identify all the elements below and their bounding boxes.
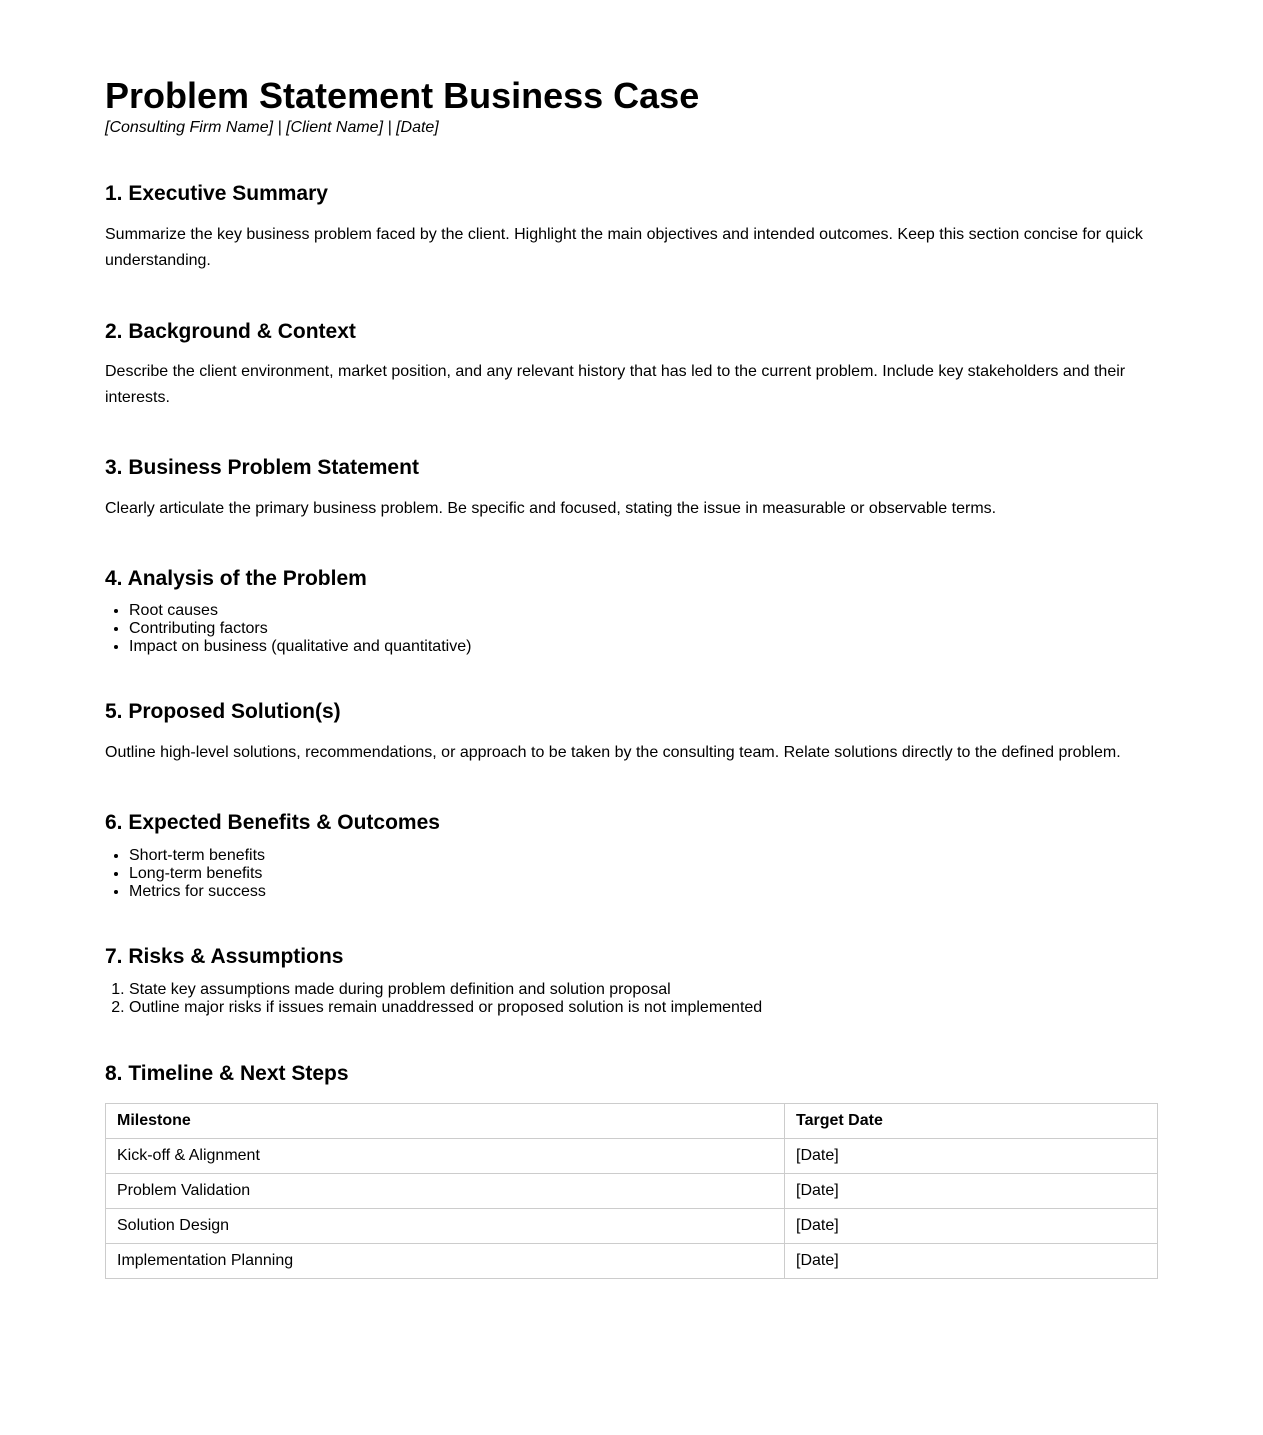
document-subtitle: [Consulting Firm Name] | [Client Name] | [Date] [105, 119, 439, 136]
table-row [106, 1208, 1158, 1243]
section-paragraph: Describe the client environment, market position, and any relevant history that has led to the current problem. Include key stakeholders and their interests. [105, 363, 1126, 406]
table-row [106, 1138, 1158, 1173]
list-item: 2. Outline major risks if issues remain unaddressed or proposed solution is not implemented [129, 999, 1158, 1017]
list-item: • Short-term benefits [129, 847, 1158, 865]
section-background-context [105, 319, 1158, 410]
risks-numbered-list [105, 981, 1158, 1017]
list-item: • Long-term benefits [129, 865, 1158, 883]
section-heading: 2. Background & Context [105, 320, 356, 344]
section-paragraph: Summarize the key business problem faced by the client. Highlight the main objectives and intended outcomes. Keep this section concise for quick understanding. [105, 226, 1143, 269]
section-heading: 4. Analysis of the Problem [105, 566, 367, 590]
section-executive-summary [105, 181, 1158, 273]
section-heading: 6. Expected Benefits & Outcomes [105, 810, 440, 834]
list-item: • Metrics for success [129, 883, 1158, 901]
section-heading: 1. Executive Summary [105, 182, 328, 205]
column-header-milestone: Milestone [106, 1103, 785, 1138]
timeline-table [105, 1103, 1158, 1279]
target-date-cell: [Date] [785, 1138, 1158, 1173]
table-row [106, 1173, 1158, 1208]
milestone-cell: Implementation Planning [106, 1243, 785, 1278]
section-business-problem-statement [105, 455, 1158, 522]
section-analysis-of-problem [105, 566, 1158, 656]
list-item: • Impact on business (qualitative and quantitative) [129, 638, 1158, 656]
document-title: Problem Statement Business Case [105, 75, 700, 116]
table-header-row [106, 1103, 1158, 1138]
milestone-cell: Kick-off & Alignment [106, 1138, 785, 1173]
section-risks-assumptions [105, 944, 1158, 1017]
milestone-cell: Problem Validation [106, 1173, 785, 1208]
section-paragraph: Clearly articulate the primary business problem. Be specific and focused, stating the issue in measurable or observable terms. [105, 500, 997, 518]
target-date-cell: [Date] [785, 1173, 1158, 1208]
column-header-target-date: Target Date [785, 1103, 1158, 1138]
document-page [105, 0, 1158, 1279]
section-proposed-solutions [105, 699, 1158, 766]
list-item: • Contributing factors [129, 620, 1158, 638]
section-expected-benefits [105, 810, 1158, 901]
section-heading: 3. Business Problem Statement [105, 456, 419, 480]
target-date-cell: [Date] [785, 1208, 1158, 1243]
list-item: • Root causes [129, 602, 1158, 620]
table-row [106, 1243, 1158, 1278]
section-paragraph: Outline high-level solutions, recommendations, or approach to be taken by the consulting team. Relate solutions directly to the defined problem. [105, 743, 1121, 761]
section-heading: 5. Proposed Solution(s) [105, 699, 341, 723]
section-heading: 7. Risks & Assumptions [105, 944, 344, 968]
milestone-cell: Solution Design [106, 1208, 785, 1243]
section-timeline-next-steps [105, 1061, 1158, 1279]
list-item: 1. State key assumptions made during problem definition and solution proposal [129, 981, 1158, 999]
target-date-cell: [Date] [785, 1243, 1158, 1278]
analysis-bullet-list [105, 602, 1158, 656]
benefits-bullet-list [105, 847, 1158, 901]
section-heading: 8. Timeline & Next Steps [105, 1061, 349, 1085]
